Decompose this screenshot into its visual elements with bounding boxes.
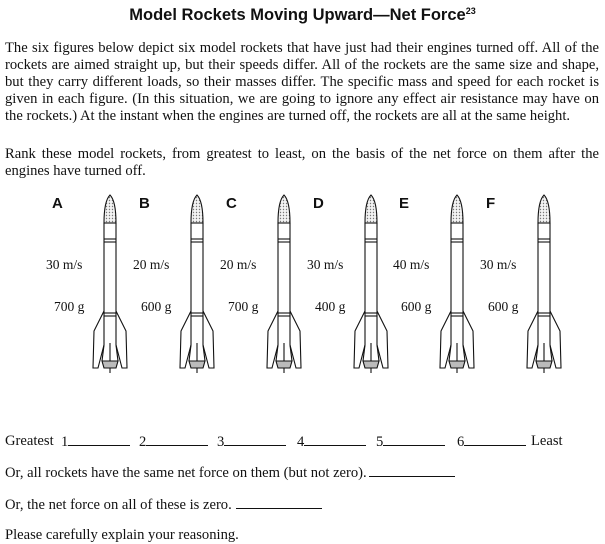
title-footnote: 23 <box>465 6 476 16</box>
same-force-text: Or, all rockets have the same net force on them (but not zero). <box>5 465 367 481</box>
least-label: Least <box>531 433 563 449</box>
rocket-letter: B <box>139 195 150 212</box>
rocket-figure-d <box>307 193 408 393</box>
rank-slot-4[interactable] <box>297 433 366 451</box>
zero-force-text: Or, the net force on all of these is zero. <box>5 497 232 513</box>
rocket-figure-a <box>46 193 147 393</box>
rocket-icon <box>524 193 564 375</box>
rocket-speed: 30 m/s <box>46 257 83 272</box>
rocket-letter: D <box>313 195 324 212</box>
rocket-figure-f <box>480 193 581 393</box>
rocket-speed: 20 m/s <box>133 257 170 272</box>
rocket-icon <box>437 193 477 375</box>
rocket-figure-e <box>393 193 494 393</box>
rocket-letter: A <box>52 195 63 212</box>
rank-slot-2[interactable] <box>139 433 208 451</box>
rocket-letter: C <box>226 195 237 212</box>
rank-slot-6[interactable] <box>457 433 526 451</box>
greatest-label: Greatest <box>5 433 54 449</box>
rank-number: 5 <box>376 434 384 450</box>
explain-prompt: Please carefully explain your reasoning. <box>5 527 239 543</box>
instruction-paragraph: Rank these model rockets, from greatest to least, on the basis of the net force on them after the engines have turned off. <box>5 146 599 179</box>
rank-slot-3[interactable] <box>217 433 286 451</box>
rank-number: 6 <box>457 434 465 450</box>
rocket-mass: 700 g <box>228 299 259 314</box>
rocket-mass: 700 g <box>54 299 85 314</box>
rocket-speed: 30 m/s <box>480 257 517 272</box>
rank-number: 2 <box>139 434 147 450</box>
zero-force-blank[interactable] <box>236 496 322 509</box>
same-force-blank[interactable] <box>369 464 455 477</box>
rocket-mass: 600 g <box>401 299 432 314</box>
rocket-figure-c <box>220 193 321 393</box>
rocket-figure-b <box>133 193 234 393</box>
rocket-icon <box>90 193 130 375</box>
rocket-speed: 30 m/s <box>307 257 344 272</box>
rocket-letter: F <box>486 195 496 212</box>
zero-force-option <box>5 496 322 514</box>
intro-paragraph: The six figures below depict six model rockets that have just had their engines turned off. All of the rockets are aimed straight up, but their speeds differ. All of the rockets are the same size and shape, but they carry different loads, so their masses differ. The specific mass and speed for each rocket is given in each figure. (In this situation, we are going to ignore any effect air resistance may have on the rockets.) At the instant when the engines are turned off, the rockets are all at the same height. <box>5 40 599 124</box>
rocket-icon <box>177 193 217 375</box>
page-title <box>0 6 605 25</box>
rocket-icon <box>351 193 391 375</box>
rocket-letter: E <box>399 195 410 212</box>
rank-slot-5[interactable] <box>376 433 445 451</box>
rocket-mass: 600 g <box>141 299 172 314</box>
same-force-option <box>5 464 455 482</box>
rank-number: 3 <box>217 434 225 450</box>
rocket-icon <box>264 193 304 375</box>
rocket-speed: 40 m/s <box>393 257 430 272</box>
rocket-speed: 20 m/s <box>220 257 257 272</box>
rank-number: 1 <box>61 434 69 450</box>
rank-slot-1[interactable] <box>61 433 130 451</box>
rocket-mass: 600 g <box>488 299 519 314</box>
rank-number: 4 <box>297 434 305 450</box>
rocket-mass: 400 g <box>315 299 346 314</box>
title-text: Model Rockets Moving Upward—Net Force <box>129 6 466 24</box>
